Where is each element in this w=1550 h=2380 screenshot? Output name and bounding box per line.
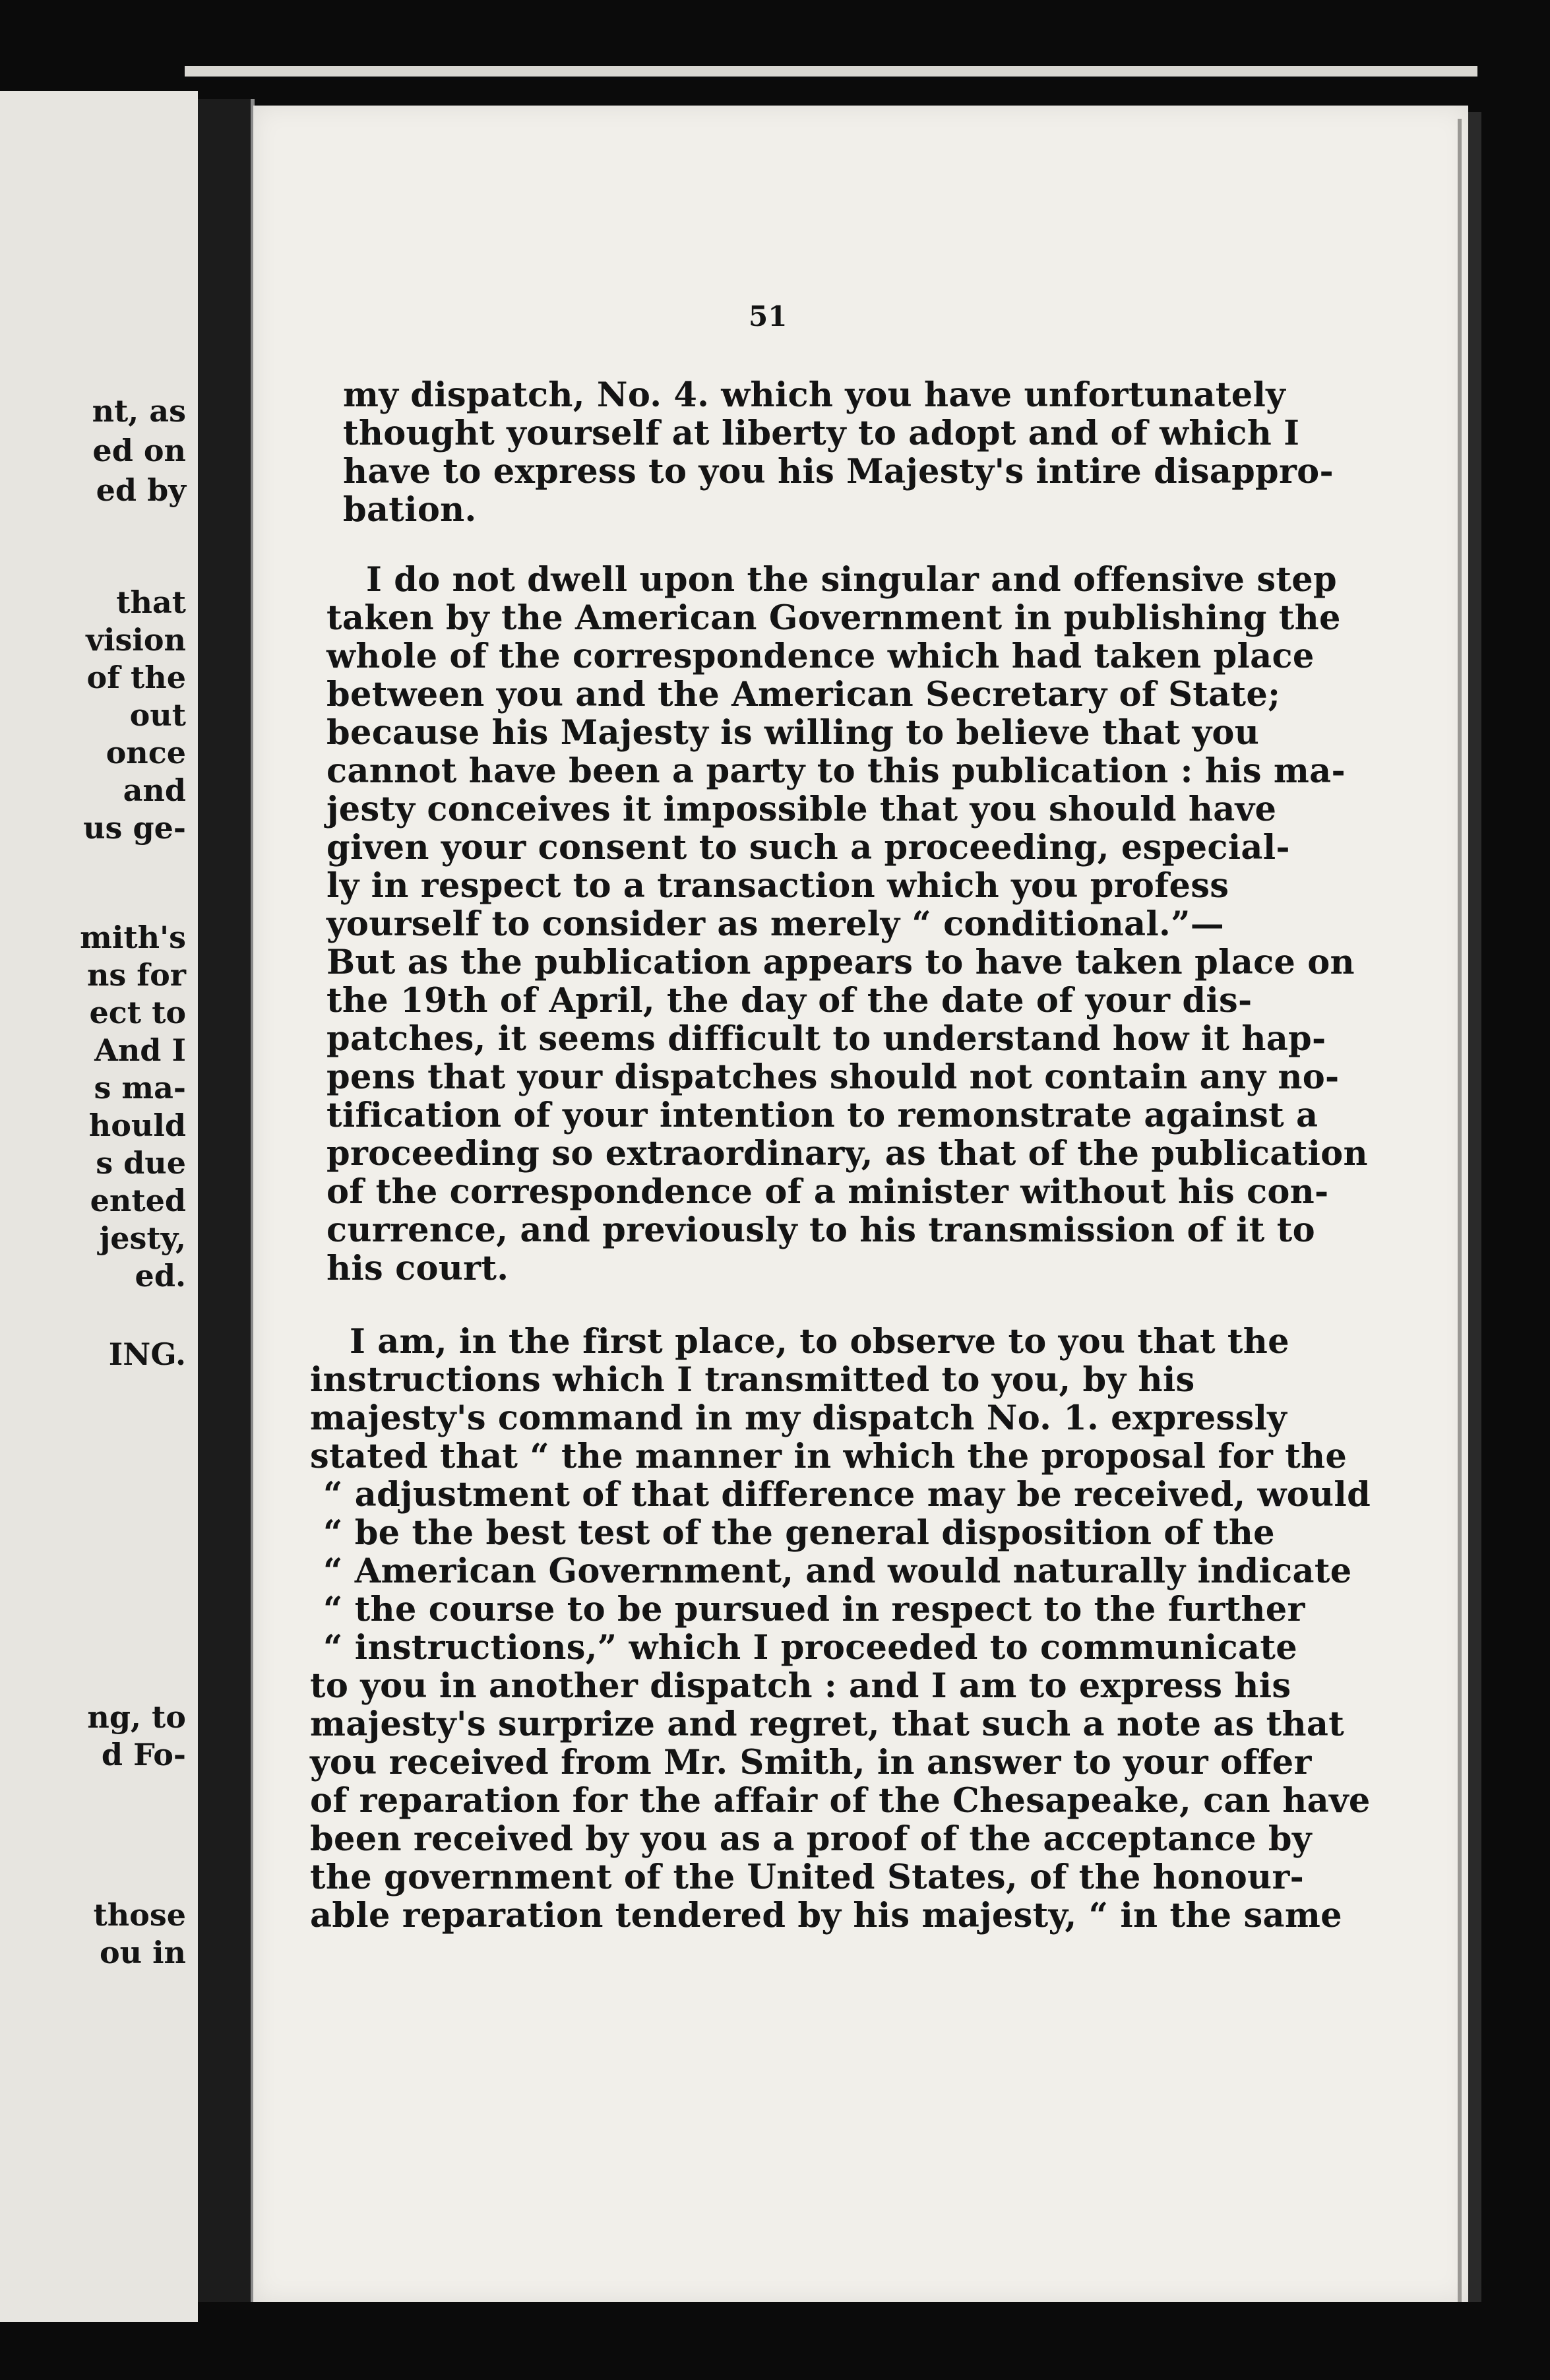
text-line: of reparation for the affair of the Chesapeake, can have	[310, 1781, 1371, 1821]
text-line: given your consent to such a proceeding, especial-	[326, 828, 1290, 867]
previous-page-line-fragment: mith's	[80, 920, 186, 955]
paragraph-1	[343, 375, 1334, 530]
previous-page-line-fragment: s due	[96, 1145, 186, 1181]
paragraph-3	[310, 1322, 1371, 1935]
previous-page-line-fragment: nt, as	[92, 393, 186, 429]
previous-page-line-fragment: of the	[86, 660, 186, 695]
previous-page-line-fragment: vision	[86, 622, 186, 658]
text-line: I do not dwell upon the singular and offensive step	[366, 560, 1337, 600]
text-line: “ American Government, and would naturally indicate	[323, 1551, 1352, 1591]
paragraph-2	[326, 560, 1368, 1288]
text-line: his court.	[326, 1249, 509, 1288]
text-line: pens that your dispatches should not contain any no-	[326, 1057, 1340, 1097]
text-line: stated that “ the manner in which the proposal for the	[310, 1437, 1348, 1476]
text-line: my dispatch, No. 4. which you have unfortunately	[343, 375, 1286, 415]
page-right-edge	[1468, 112, 1481, 2302]
page-number: 51	[749, 300, 788, 332]
text-line: ly in respect to a transaction which you profess	[326, 866, 1229, 906]
previous-page-line-fragment: jesty,	[99, 1220, 186, 1256]
text-line: whole of the correspondence which had taken place	[326, 637, 1315, 676]
text-line: taken by the American Government in publishing the	[326, 598, 1341, 638]
text-line: have to express to you his Majesty's intire disappro-	[343, 452, 1334, 491]
previous-page	[0, 91, 198, 2322]
previous-page-line-fragment: ng, to	[87, 1699, 186, 1735]
text-line: the government of the United States, of the honour-	[310, 1858, 1305, 1897]
previous-page-line-fragment: ING.	[108, 1336, 186, 1372]
previous-page-line-fragment: once	[106, 735, 186, 770]
previous-page-line-fragment: us ge-	[83, 810, 186, 846]
text-line: majesty's command in my dispatch No. 1. expressly	[310, 1398, 1287, 1438]
previous-page-line-fragment: that	[116, 584, 186, 620]
text-line: But as the publication appears to have taken place on	[326, 943, 1355, 982]
text-line: majesty's surprize and regret, that such a note as that	[310, 1705, 1345, 1744]
text-line: between you and the American Secretary of State;	[326, 675, 1281, 714]
book-spine	[198, 99, 251, 2302]
text-line: “ instructions,” which I proceeded to communicate	[323, 1628, 1297, 1668]
text-line: to you in another dispatch : and I am to express his	[310, 1666, 1291, 1706]
text-line: tification of your intention to remonstrate against a	[326, 1096, 1318, 1135]
text-line: currence, and previously to his transmission of it to	[326, 1210, 1315, 1250]
previous-page-line-fragment: out	[129, 697, 186, 733]
text-line: of the correspondence of a minister without his con-	[326, 1172, 1329, 1212]
previous-page-line-fragment: s ma-	[94, 1070, 186, 1106]
text-line: the 19th of April, the day of the date of your dis-	[326, 981, 1253, 1020]
previous-page-line-fragment: ed.	[135, 1258, 186, 1294]
text-line: you received from Mr. Smith, in answer to your offer	[310, 1743, 1312, 1782]
page-right-border	[1458, 119, 1462, 2302]
text-line: instructions which I transmitted to you, by his	[310, 1360, 1195, 1400]
text-line: bation.	[343, 490, 477, 530]
previous-page-line-fragment: ect to	[89, 995, 186, 1030]
text-line: jesty conceives it impossible that you should have	[326, 790, 1277, 829]
previous-page-line-fragment: hould	[88, 1108, 186, 1143]
previous-page-line-fragment: ed by	[96, 472, 186, 508]
text-line: “ the course to be pursued in respect to the further	[323, 1590, 1305, 1629]
text-line: able reparation tendered by his majesty, “ in the same	[310, 1896, 1342, 1935]
previous-page-line-fragment: ented	[90, 1183, 186, 1218]
previous-page-line-fragment: And I	[94, 1032, 186, 1068]
previous-page-line-fragment: ou in	[99, 1935, 186, 1970]
text-line: “ adjustment of that difference may be received, would	[323, 1475, 1371, 1515]
text-line: yourself to consider as merely “ conditional.”—	[326, 904, 1225, 944]
page-top-edge	[185, 66, 1477, 77]
text-line: because his Majesty is willing to believe that you	[326, 713, 1260, 753]
text-line: I am, in the first place, to observe to you that the	[350, 1322, 1289, 1362]
text-line: thought yourself at liberty to adopt and of which I	[343, 414, 1300, 453]
text-line: proceeding so extraordinary, as that of the publication	[326, 1134, 1368, 1174]
text-line: cannot have been a party to this publication : his ma-	[326, 751, 1346, 791]
text-line: been received by you as a proof of the acceptance by	[310, 1819, 1312, 1859]
text-line: patches, it seems difficult to understand how it hap-	[326, 1019, 1326, 1059]
previous-page-line-fragment: those	[93, 1897, 186, 1933]
previous-page-line-fragment: d Fo-	[101, 1737, 186, 1772]
previous-page-line-fragment: and	[123, 772, 186, 808]
previous-page-line-fragment: ed on	[92, 433, 186, 468]
text-line: “ be the best test of the general disposition of the	[323, 1513, 1275, 1553]
previous-page-line-fragment: ns for	[86, 957, 186, 993]
